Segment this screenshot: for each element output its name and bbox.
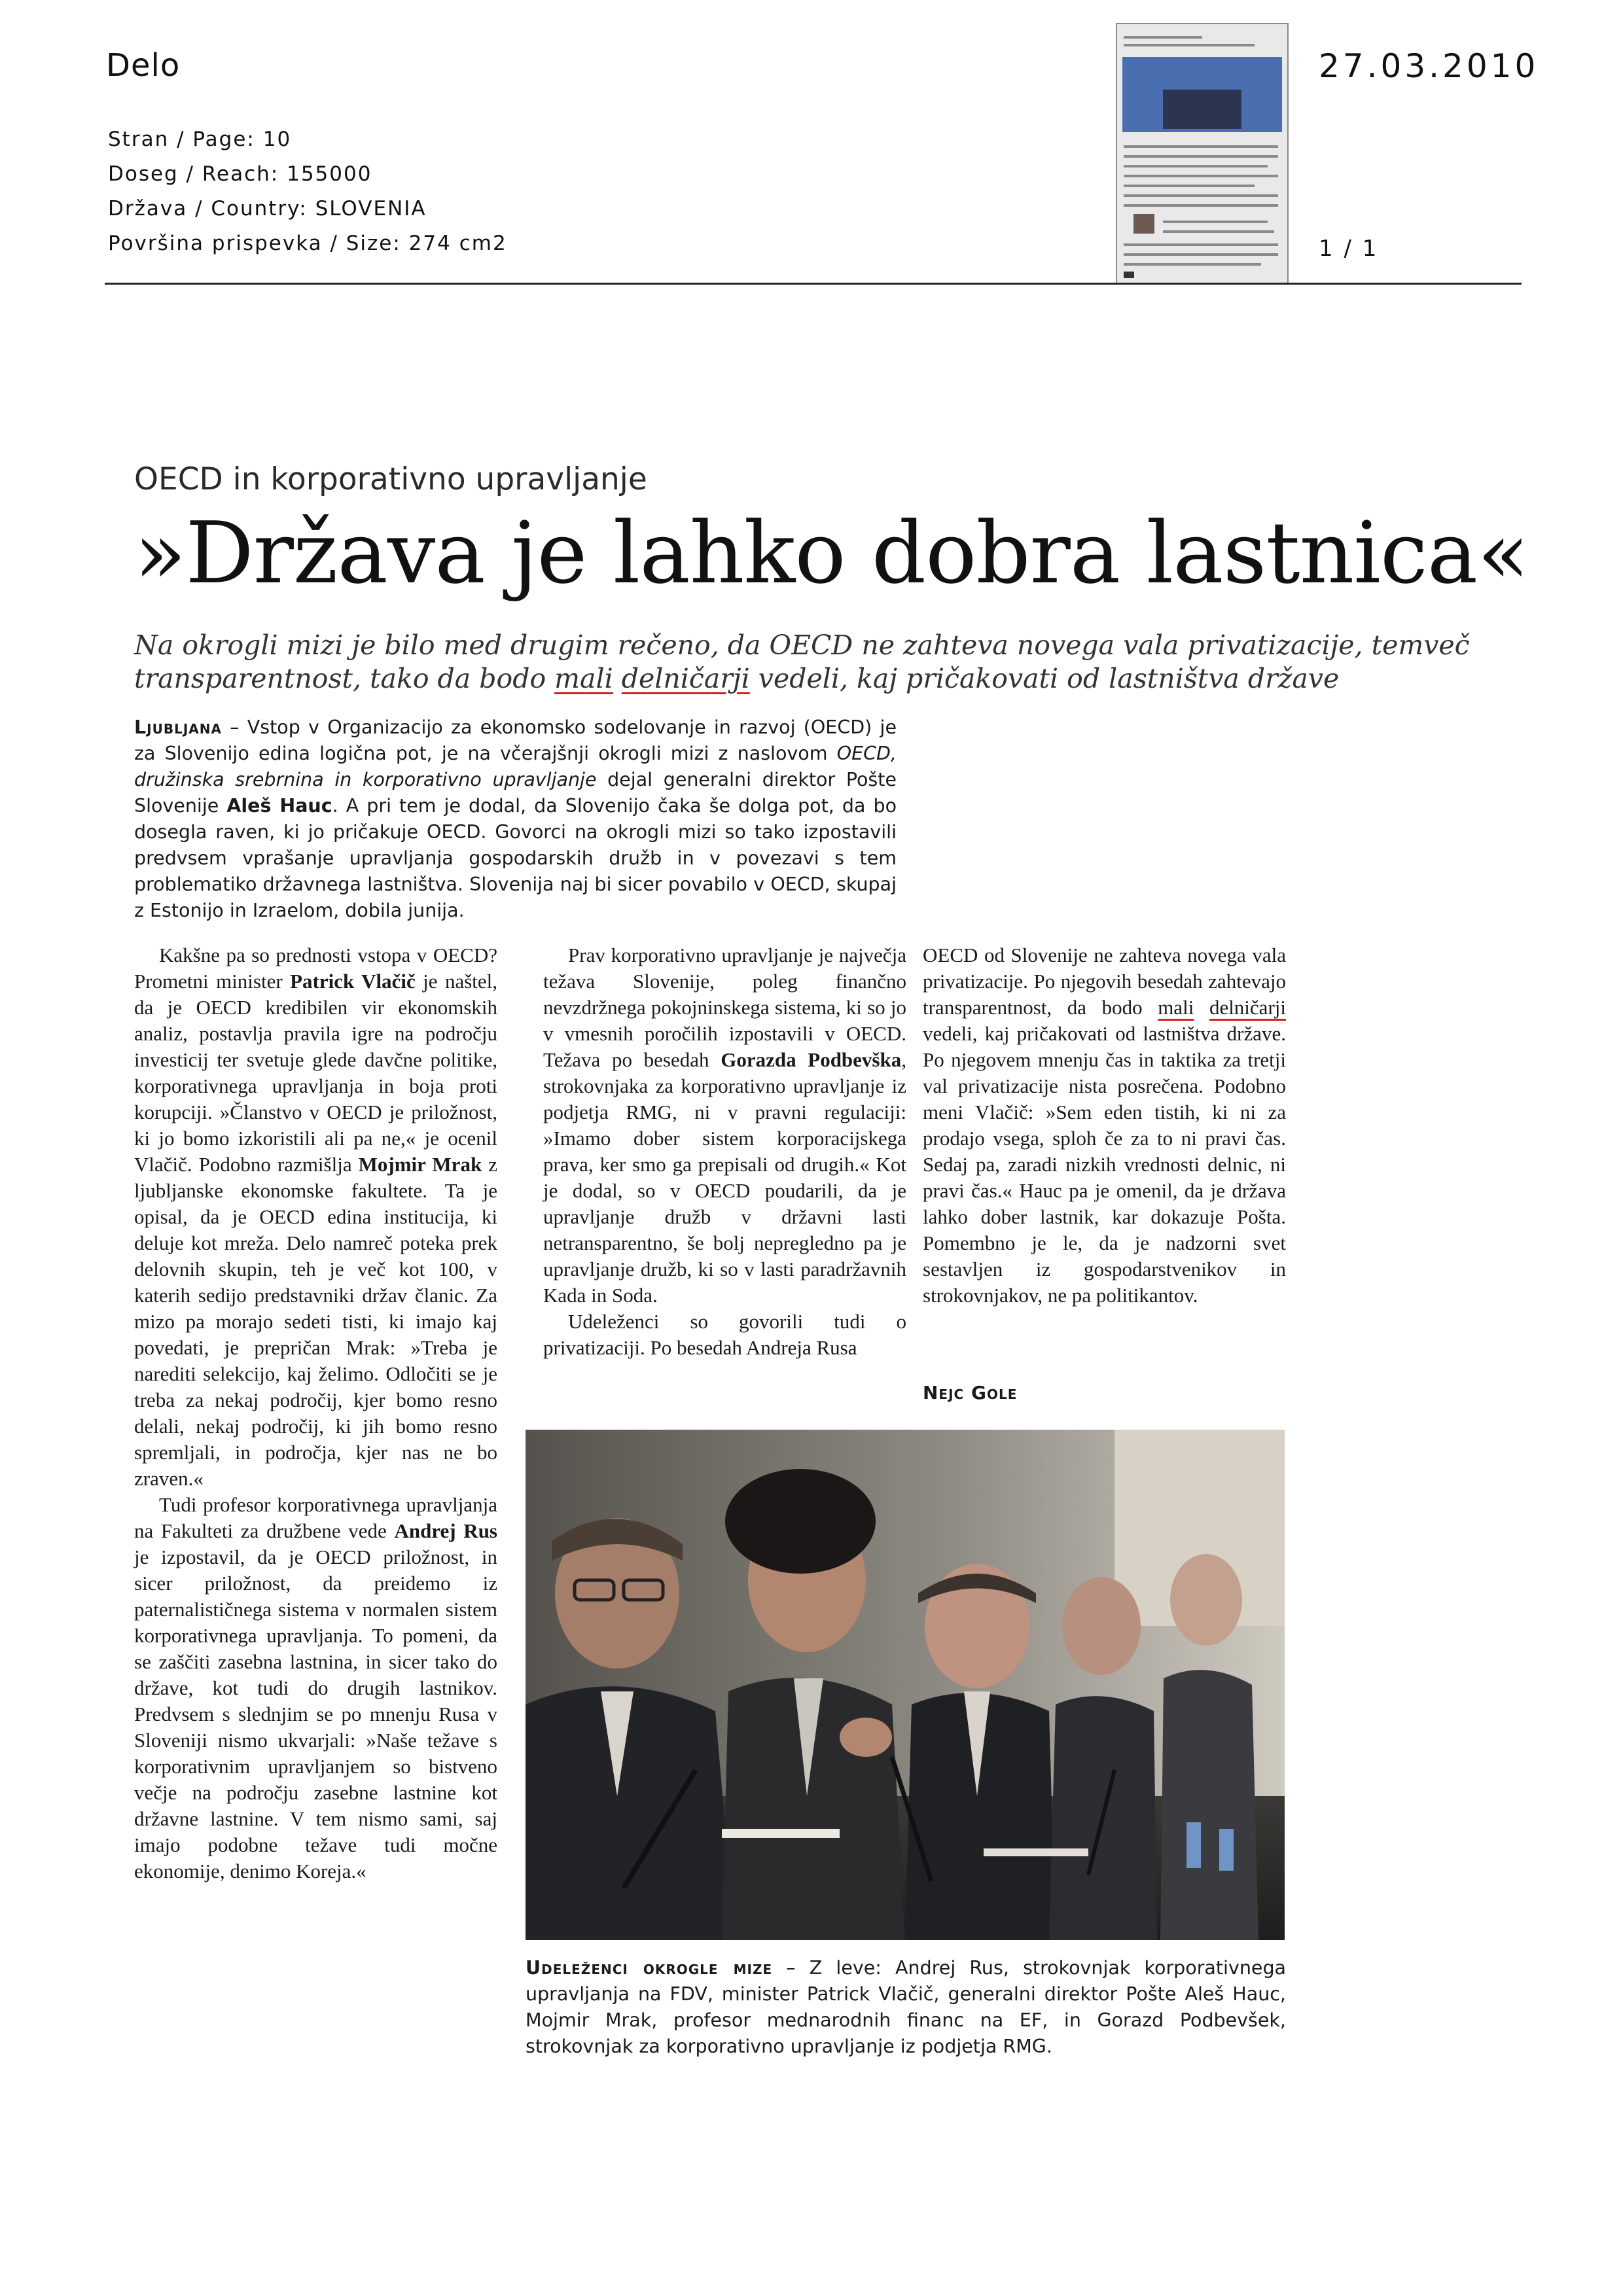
body-column-1	[134, 942, 497, 1884]
article-kicker: OECD in korporativno upravljanje	[134, 461, 647, 497]
paragraph: Kakšne pa so prednosti vstopa v OECD? Prometni minister Patrick Vlačič je naštel, da je OECD kredibilen vir ekonomskih analiz, postavlja pravila igre na področju investicij ter svetuje glede davčne politike, korporativnega upravljanja in boja proti korupciji. »Članstvo v OECD je priložnost, ki jo bomo izkoristili ali pa ne,« je ocenil Vlačič. Podobno razmišlja Mojmir Mrak z ljubljanske ekonomske fakultete. Ta je opisal, da je OECD edina institucija, ki deluje kot mreža. Delo namreč poteka prek delovnih skupin, teh je več kot 100, v katerih sedijo predstavniki držav članic. Za mizo pa morajo sedeti tisti, ki imajo kaj povedati, je prepričan Mrak: »Treba je narediti selekcijo, kaj želimo. Odločiti se je treba za nekaj področij, kjer bomo resno delali, nekaj področij, ki jih bomo resno spremljali, in področja, kjer nas ne bo zraven.«	[134, 944, 498, 1490]
person-name: Patrick Vlačič	[290, 970, 416, 993]
dateline: Ljubljana	[134, 716, 222, 738]
paragraph: OECD od Slovenije ne zahteva novega vala privatizacije. Po njegovih besedah zahtevajo transparentnost, da bodo mali delničarji vedeli, kaj pričakovati od lastništva države. Po njegovem mnenju čas in taktika za tretji val privatizacije nista posrečena. Podobno meni Vlačič: »Sem eden tistih, ki ni za prodajo vsega, sploh če za to ni pravi čas. Sedaj pa, zaradi nizkih vrednosti delnic, ni pravi čas.« Hauc pa je omenil, da je država lahko dober lastnik, kar dokazuje Pošta. Pomembno je le, da je nadzorni svet sestavljen iz gospodarstvenikov in strokovnjakov, ne pa politikantov.	[923, 944, 1286, 1307]
article-photo	[526, 1430, 1285, 1940]
person-name: Andrej Rus	[394, 1519, 498, 1542]
page-count: 1 / 1	[1319, 236, 1379, 262]
page-thumbnail[interactable]	[1116, 23, 1289, 284]
publication-name: Delo	[106, 47, 181, 84]
article-lead: Ljubljana – Vstop v Organizacijo za ekonomsko sodelovanje in razvoj (OECD) je za Slovenijo edina logična pot, je na včerajšnji okrogli mizi z naslovom OECD, družinska srebrnina in korporativno upravljanje dejal generalni direktor Pošte Slovenije Aleš Hauc. A pri tem je dodal, da Slovenijo čaka še dolga pot, da bo dosegla raven, ki jo pričakuje OECD. Govorci na okrogli mizi so tako izpostavili predvsem vprašanje upravljanja gospodarskih družb in v povezavi s tem problematiko državnega lastništva. Slovenija naj bi sicer povabilo v OECD, skupaj z Estonijo in Izraelom, dobila junija.	[134, 716, 897, 921]
thumbnail-photo	[1163, 90, 1241, 129]
header-divider	[105, 283, 1522, 285]
meta-reach: Doseg / Reach: 155000	[108, 162, 372, 186]
body-column-3	[923, 942, 1286, 1309]
photo-caption: Udeleženci okrogle mize – Z leve: Andrej Rus, strokovnjak korporativnega upravljanja na FDV, minister Patrick Vlačič, generalni direktor Pošte Aleš Hauc, Mojmir Mrak, profesor mednarodnih financ na EF, in Gorazd Podbevšek, strokovnjak za korporativno upravljanje iz podjetja RMG.	[526, 1957, 1286, 2057]
highlight-delnicarji: delničarji	[621, 663, 750, 694]
meta-page: Stran / Page: 10	[108, 128, 292, 151]
article-headline: »Država je lahko dobra lastnica«	[134, 503, 1529, 603]
person-name: Aleš Hauc	[226, 795, 332, 817]
paragraph: Udeleženci so govorili tudi o privatizaciji. Po besedah Andreja Rusa	[543, 1310, 906, 1359]
highlight-mali: mali	[1158, 996, 1194, 1019]
thumbnail-portrait	[1133, 214, 1154, 234]
author-byline: Nejc Gole	[923, 1382, 1018, 1404]
article-subhead-line-2: transparentnost, tako da bodo mali delničarji vedeli, kaj pričakovati od lastništva države	[134, 663, 1340, 694]
person-name: Gorazda Podbevška	[721, 1048, 902, 1071]
body-column-2	[543, 942, 906, 1361]
highlight-delnicarji: delničarji	[1209, 996, 1286, 1019]
article-subhead-line-1: Na okrogli mizi je bilo med drugim rečeno, da OECD ne zahteva novega vala privatizacije, temveč	[134, 629, 1470, 661]
person-name: Mojmir Mrak	[358, 1153, 482, 1176]
caption-label: Udeleženci okrogle mize	[526, 1957, 773, 1979]
highlight-mali: mali	[554, 663, 613, 694]
meta-country: Država / Country: SLOVENIA	[108, 197, 427, 221]
meta-size: Površina prispevka / Size: 274 cm2	[108, 232, 507, 255]
paragraph: Tudi profesor korporativnega upravljanja na Fakulteti za družbene vede Andrej Rus je izpostavil, da je OECD priložnost, in sicer priložnost, da preidemo iz paternalističnega sistema v normalen sistem korporativnega upravljanja. To pomeni, da se zaščiti zasebna lastnina, in sicer tako do države, kot tudi do drugih lastnikov. Predvsem s slednjim se po mnenju Rusa v Sloveniji nismo ukvarjali: »Naše težave s korporativnim upravljanjem so bistveno večje na področju zasebne lastnine kot državne lastnine. V tem nismo sami, saj imajo podobne težave tudi močne ekonomije, denimo Koreja.«	[134, 1493, 498, 1882]
publication-date: 27.03.2010	[1319, 47, 1539, 85]
paragraph: Prav korporativno upravljanje je največja težava Slovenije, poleg finančno nevzdržnega pokojninskega sistema, ki so jo v vmesnih poročilih izpostavili v OECD. Težava po besedah Gorazda Podbevška, strokovnjaka za korporativno upravljanje iz podjetja RMG, ni v pravni regulaciji: »Imamo dober sistem korporacijskega prava, ker smo ga prepisali od drugih.« Kot je dodal, so v OECD poudarili, da je upravljanje družb v državni lasti netransparentno, še bolj nepregledno pa je upravljanje družb, ki so v lasti paradržavnih Kada in Soda.	[543, 944, 906, 1307]
panel-title: OECD, družinska srebrnina in korporativno upravljanje	[134, 743, 897, 790]
